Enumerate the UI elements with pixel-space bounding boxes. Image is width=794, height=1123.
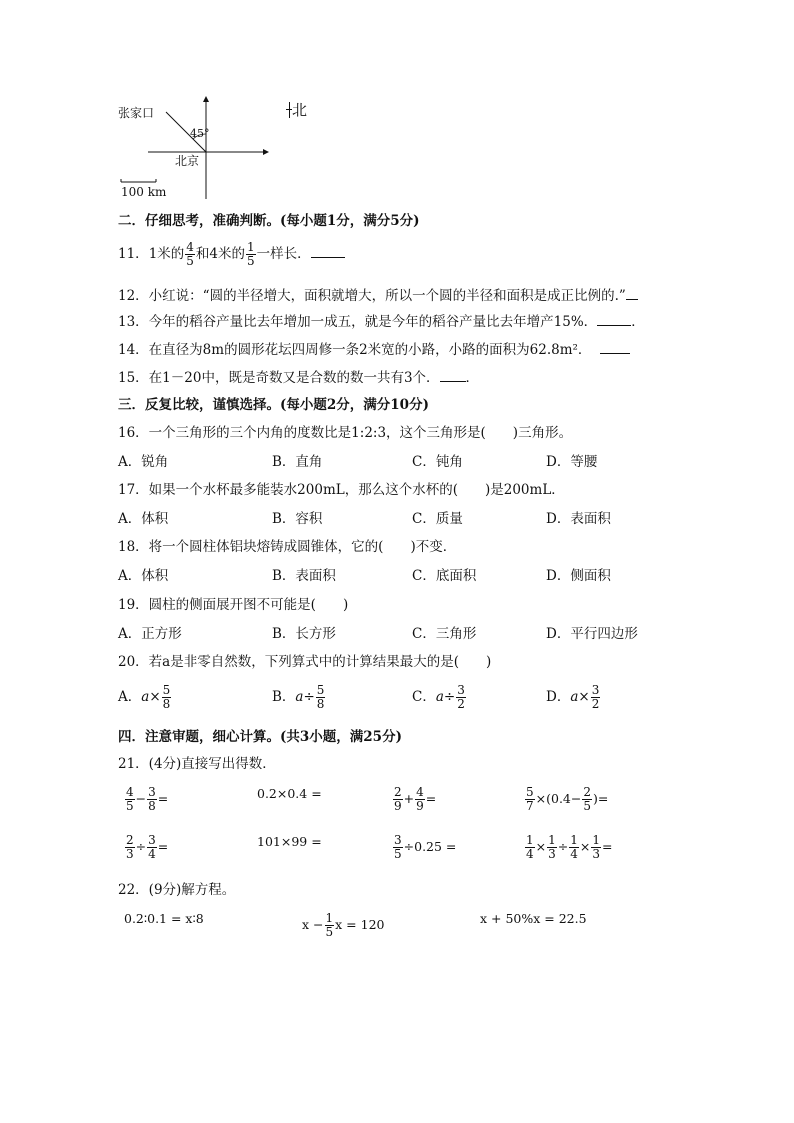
question-17-stem: 17．如果一个水杯最多能装水200mL，那么这个水杯的( )是200mL． <box>118 482 565 498</box>
question-16-stem: 16．一个三角形的三个内角的度数比是1:2:3，这个三角形是( )三角形。 <box>118 425 573 441</box>
map-label-beijing: 北京 <box>175 154 200 168</box>
north-indicator <box>286 99 307 120</box>
section4-header: 四．注意审题，细心计算。(共3小题，满25分) <box>118 729 402 745</box>
question-19-option-c[interactable]: C．三角形 <box>412 626 477 642</box>
question-18-stem: 18．将一个圆柱体铝块熔铸成圆锥体，它的( )不变． <box>118 539 457 555</box>
equation-a: 0.2∶0.1 = x∶8 <box>124 911 204 926</box>
question-11: 11．1米的 $\frac{4}{5}$ 和4米的 $\frac{1}{5}$ 一样长． <box>118 241 345 268</box>
question-20-option-b[interactable]: B．a÷ $\frac{5}{8}$ <box>272 683 325 711</box>
question-19-stem: 19．圆柱的侧面展开图不可能是( ) <box>118 597 349 613</box>
question-13: 13．今年的稻谷产量比去年增加一成五，就是今年的稻谷产量比去年增产15%． ． <box>118 314 645 330</box>
equation-c: x + 50%x = 22.5 <box>480 911 587 926</box>
answer-blank-13[interactable] <box>597 313 631 326</box>
question-16-option-c[interactable]: C．钝角 <box>412 454 463 470</box>
question-16-option-d[interactable]: D．等腰 <box>546 454 598 470</box>
north-label: 北 <box>292 101 308 119</box>
question-17-option-c[interactable]: C．质量 <box>412 511 463 527</box>
calc-item-d: $\frac{5}{7}$ ×(0.4− $\frac{2}{5}$ )= <box>526 785 609 813</box>
question-14: 14．在直径为8m的圆形花坛四周修一条2米宽的小路，小路的面积为62.8m²． <box>118 341 630 359</box>
calc-item-b: 0.2×0.4 = <box>257 786 322 801</box>
question-20-option-c[interactable]: C．a÷ $\frac{3}{2}$ <box>412 683 465 711</box>
fraction-4-5: $\frac{4}{5}$ <box>186 240 194 268</box>
section2-header: 二．仔细思考，准确判断。(每小题1分，满分5分) <box>118 213 420 229</box>
equation-b: x − $\frac{1}{5}$ x = 120 <box>302 911 385 939</box>
calc-item-g: $\frac{3}{5}$ ÷0.25 = <box>394 833 457 861</box>
calc-item-e: $\frac{2}{3}$ ÷ $\frac{3}{4}$ = <box>126 833 169 861</box>
question-16-option-b[interactable]: B．直角 <box>272 454 323 470</box>
question-15: 15．在1－20中，既是奇数又是合数的数一共有3个． ． <box>118 370 480 386</box>
question-17-option-d[interactable]: D．表面积 <box>546 511 611 527</box>
question-17-option-a[interactable]: A．体积 <box>118 511 169 527</box>
calc-item-a: $\frac{4}{5}$ − $\frac{3}{8}$ = <box>126 785 169 813</box>
question-22-stem: 22．(9分)解方程。 <box>118 882 236 898</box>
question-20-stem: 20．若a是非零自然数，下列算式中的计算结果最大的是( ) <box>118 654 492 670</box>
map-east-arrow <box>263 149 269 155</box>
question-19-option-d[interactable]: D．平行四边形 <box>546 626 638 642</box>
calc-item-h: $\frac{1}{4}$ × $\frac{1}{3}$ ÷ $\frac{1}{4}$ × $\frac{1}{3}$ = <box>526 833 613 861</box>
calc-item-f: 101×99 = <box>257 834 322 849</box>
map-label-angle: 45° <box>190 127 210 140</box>
calc-item-c: $\frac{2}{9}$ + $\frac{4}{9}$ = <box>394 785 437 813</box>
question-20-option-a[interactable]: A．a× $\frac{5}{8}$ <box>118 683 171 711</box>
question-20-option-d[interactable]: D．a× $\frac{3}{2}$ <box>546 683 600 711</box>
north-tick-icon <box>286 102 292 118</box>
question-19-option-b[interactable]: B．长方形 <box>272 626 336 642</box>
question-18-option-c[interactable]: C．底面积 <box>412 568 477 584</box>
section3-header: 三．反复比较，谨慎选择。(每小题2分，满分10分) <box>118 397 429 413</box>
question-18-option-d[interactable]: D．侧面积 <box>546 568 611 584</box>
question-16-option-a[interactable]: A．锐角 <box>118 454 169 470</box>
answer-blank-12[interactable] <box>626 287 638 300</box>
map-north-arrow <box>203 96 209 102</box>
map-label-zhangjiakou: 张家口 <box>118 106 155 120</box>
fraction-1-5: $\frac{1}{5}$ <box>247 240 255 268</box>
scale-label: 100 km <box>121 185 167 199</box>
answer-blank-15[interactable] <box>440 369 466 382</box>
question-21-stem: 21．(4分)直接写出得数． <box>118 756 276 772</box>
question-12: 12．小红说：“圆的半径增大，面积就增大，所以一个圆的半径和面积是成正比例的.” <box>118 287 638 305</box>
question-18-option-a[interactable]: A．体积 <box>118 568 169 584</box>
answer-blank-11[interactable] <box>311 245 345 258</box>
answer-blank-14[interactable] <box>600 341 630 354</box>
question-17-option-b[interactable]: B．容积 <box>272 511 323 527</box>
question-19-option-a[interactable]: A．正方形 <box>118 626 182 642</box>
question-18-option-b[interactable]: B．表面积 <box>272 568 336 584</box>
